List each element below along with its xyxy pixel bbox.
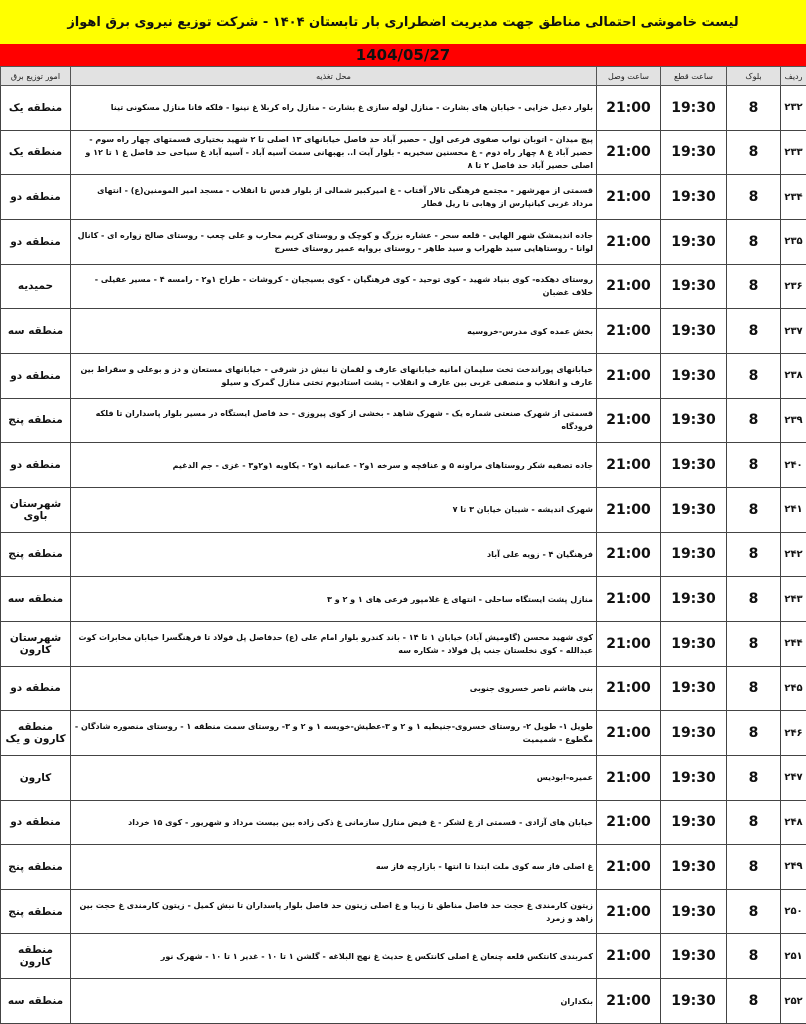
column-header-connect-time: ساعت وصل xyxy=(597,67,661,86)
block-cell: 8 xyxy=(727,219,781,264)
cut-time-cell: 19:30 xyxy=(661,889,727,934)
office-cell: منطقه سه xyxy=(1,979,71,1024)
cut-time-cell: 19:30 xyxy=(661,755,727,800)
row-number-cell: ۲۴۱ xyxy=(781,487,806,532)
table-row xyxy=(1,711,806,756)
connect-time-cell: 21:00 xyxy=(597,487,661,532)
location-cell: پیچ میدان - اتوبان نواب صفوی فرعی اول - حصیر آباد حد فاصل خیابانهای ۱۳ اصلی تا ۲ شهید بختیاری قسمتهای چهار راه سوم - حصیر آباد غ ۸ چهار راه دوم - غ محسنین سخیریه - بلوار آیت ا.. بهبهانی سمت آسیه آباد - آسیه آباد غ سیاحی حد فاصل غ ۱ تا ۱۲ و اصلی حصیر آباد حد فاصل ۲ تا ۸ xyxy=(71,130,597,175)
column-header-office: امور توزیع برق xyxy=(1,67,71,86)
connect-time-cell: 21:00 xyxy=(597,577,661,622)
row-number-cell: ۲۳۸ xyxy=(781,353,806,398)
block-cell: 8 xyxy=(727,889,781,934)
row-number-cell: ۲۴۰ xyxy=(781,443,806,488)
block-cell: 8 xyxy=(727,532,781,577)
office-cell: شهرستان باوی xyxy=(1,487,71,532)
cut-time-cell: 19:30 xyxy=(661,845,727,890)
connect-time-cell: 21:00 xyxy=(597,532,661,577)
row-number-cell: ۲۴۵ xyxy=(781,666,806,711)
table-row xyxy=(1,621,806,666)
office-cell: منطقه یک xyxy=(1,130,71,175)
office-cell: منطقه دو xyxy=(1,800,71,845)
connect-time-cell: 21:00 xyxy=(597,175,661,220)
connect-time-cell: 21:00 xyxy=(597,979,661,1024)
connect-time-cell: 21:00 xyxy=(597,398,661,443)
cut-time-cell: 19:30 xyxy=(661,398,727,443)
table-row xyxy=(1,934,806,979)
date-banner xyxy=(0,44,806,66)
table-row xyxy=(1,532,806,577)
block-cell: 8 xyxy=(727,755,781,800)
connect-time-cell: 21:00 xyxy=(597,755,661,800)
location-cell: خیابانهای پوراندخت تخت سلیمان امانیه خیابانهای عارف و لقمان تا نبش دز شرقی - خیابانهای مستعان و دز و بوعلی و سقراط بین عارف و انقلاب و منصفی غربی بین عارف و انقلاب - پشت استادیوم تختی منازل گمرک و سیلو xyxy=(71,353,597,398)
cut-time-cell: 19:30 xyxy=(661,532,727,577)
connect-time-cell: 21:00 xyxy=(597,219,661,264)
office-cell: منطقه دو xyxy=(1,219,71,264)
office-cell: منطقه پنج xyxy=(1,889,71,934)
block-cell: 8 xyxy=(727,175,781,220)
location-cell: زیتون کارمندی غ حجت حد فاصل مناطق تا زیبا و غ اصلی زیتون حد فاصل بلوار پاسداران تا نبش کمیل - زیتون کارمندی غ حجت بین زاهد و زمرد xyxy=(71,889,597,934)
page-title: لیست خاموشی احتمالی مناطق جهت مدیریت اضطراری بار تابستان ۱۴۰۴ - شرکت توزیع نیروی برق اهواز xyxy=(0,0,806,46)
table-row xyxy=(1,175,806,220)
connect-time-cell: 21:00 xyxy=(597,86,661,131)
block-cell: 8 xyxy=(727,353,781,398)
table-row xyxy=(1,353,806,398)
location-cell: فرهنگیان ۴ - زویه علی آباد xyxy=(71,532,597,577)
cut-time-cell: 19:30 xyxy=(661,711,727,756)
office-cell: منطقه پنج xyxy=(1,845,71,890)
row-number-cell: ۲۴۶ xyxy=(781,711,806,756)
row-number-cell: ۲۴۲ xyxy=(781,532,806,577)
row-number-cell: ۲۳۴ xyxy=(781,175,806,220)
office-cell: منطقه پنج xyxy=(1,398,71,443)
cut-time-cell: 19:30 xyxy=(661,577,727,622)
row-number-cell: ۲۳۵ xyxy=(781,219,806,264)
location-cell: بنی هاشم ناصر خسروی جنوبی xyxy=(71,666,597,711)
connect-time-cell: 21:00 xyxy=(597,666,661,711)
connect-time-cell: 21:00 xyxy=(597,934,661,979)
table-row xyxy=(1,577,806,622)
connect-time-cell: 21:00 xyxy=(597,130,661,175)
office-cell: منطقه یک xyxy=(1,86,71,131)
cut-time-cell: 19:30 xyxy=(661,934,727,979)
location-cell: شهرک اندیشه - شیبان خیابان ۳ تا ۷ xyxy=(71,487,597,532)
cut-time-cell: 19:30 xyxy=(661,353,727,398)
table-row xyxy=(1,487,806,532)
column-header-cut-time: ساعت قطع xyxy=(661,67,727,86)
location-cell: قسمتی از مهرشهر - مجتمع فرهنگی تالار آفتاب - غ امیرکبیر شمالی از بلوار قدس تا انقلاب - مسجد امیر المومنین(ع) - انتهای مرداد غربی کیانپارس از وهابی تا ریل قطار xyxy=(71,175,597,220)
cut-time-cell: 19:30 xyxy=(661,800,727,845)
location-cell: عمیره-ابوديس xyxy=(71,755,597,800)
office-cell: منطقه سه xyxy=(1,577,71,622)
block-cell: 8 xyxy=(727,621,781,666)
connect-time-cell: 21:00 xyxy=(597,264,661,309)
row-number-cell: ۲۵۱ xyxy=(781,934,806,979)
row-number-cell: ۲۴۹ xyxy=(781,845,806,890)
table-row xyxy=(1,443,806,488)
row-number-cell: ۲۵۰ xyxy=(781,889,806,934)
block-cell: 8 xyxy=(727,130,781,175)
office-cell: منطقه دو xyxy=(1,175,71,220)
block-cell: 8 xyxy=(727,934,781,979)
location-cell: جاده اندیمشک شهر الهایی - قلعه سحر - عشاره بزرگ و کوچک و روستای کریم محارب و علی چعب - روستای صالح زواره ای - کانال لوانا - روستاهایی سید ظهراب و سید طاهر - روستای بروایه عمیر روستای خسرج xyxy=(71,219,597,264)
table-row xyxy=(1,755,806,800)
row-number-cell: ۲۴۷ xyxy=(781,755,806,800)
connect-time-cell: 21:00 xyxy=(597,353,661,398)
row-number-cell: ۲۴۳ xyxy=(781,577,806,622)
block-cell: 8 xyxy=(727,711,781,756)
table-header-row xyxy=(1,67,806,86)
block-cell: 8 xyxy=(727,398,781,443)
block-cell: 8 xyxy=(727,309,781,354)
connect-time-cell: 21:00 xyxy=(597,443,661,488)
block-cell: 8 xyxy=(727,666,781,711)
connect-time-cell: 21:00 xyxy=(597,845,661,890)
block-cell: 8 xyxy=(727,264,781,309)
location-cell: روستای دهکده- کوی بنیاد شهید - کوی توحید - کوی فرهنگیان - کوی بسیجیان - کروشات - طراح ۱و۲ - رامسه ۴ - مسیر عقیلی - خلاف غضبان xyxy=(71,264,597,309)
cut-time-cell: 19:30 xyxy=(661,979,727,1024)
office-cell: منطقه سه xyxy=(1,309,71,354)
cut-time-cell: 19:30 xyxy=(661,175,727,220)
cut-time-cell: 19:30 xyxy=(661,666,727,711)
cut-time-cell: 19:30 xyxy=(661,621,727,666)
table-row xyxy=(1,130,806,175)
location-cell: بنکداران xyxy=(71,979,597,1024)
column-header-location: محل تغذیه xyxy=(71,67,597,86)
office-cell: منطقه کارون xyxy=(1,934,71,979)
row-number-cell: ۲۴۴ xyxy=(781,621,806,666)
block-cell: 8 xyxy=(727,487,781,532)
location-cell: طویل ۱- طویل ۲- روستای خسروی-جنیطیه ۱ و ۲ و ۳-عطیش-خویسه ۱ و ۲ و ۳- روستای سمت منطقه ۱ - روستای منصوره شادگان - مگطوع - شمیمیت xyxy=(71,711,597,756)
location-cell: کمربندی کانتکس قلعه چنعان غ اصلی کانتکس غ حدیث غ نهج البلاغه - گلشن ۱ تا ۱۰ - غدیر ۱ تا ۱۰ - شهرک نور xyxy=(71,934,597,979)
row-number-cell: ۲۳۳ xyxy=(781,130,806,175)
schedule-date: 1404/05/27 xyxy=(355,46,451,64)
connect-time-cell: 21:00 xyxy=(597,711,661,756)
row-number-cell: ۲۳۶ xyxy=(781,264,806,309)
column-header-block: بلوک xyxy=(727,67,781,86)
location-cell: بلوار دعبل خزایی - خیابان های بشارت - منازل لوله سازی غ بشارت - منازل راه کربلا غ نینوا - فلکه فانا منازل مسکونی تینا xyxy=(71,86,597,131)
connect-time-cell: 21:00 xyxy=(597,800,661,845)
location-cell: منازل پشت ایستگاه ساحلی - انتهای غ غلامپور فرعی های ۱ و ۲ و ۳ xyxy=(71,577,597,622)
table-row xyxy=(1,309,806,354)
table-row xyxy=(1,845,806,890)
table-row xyxy=(1,86,806,131)
cut-time-cell: 19:30 xyxy=(661,130,727,175)
location-cell: بخش عمده کوی مدرس-خروسیه xyxy=(71,309,597,354)
column-header-row-number: ردیف xyxy=(781,67,806,86)
office-cell: شهرستان کارون xyxy=(1,621,71,666)
row-number-cell: ۲۳۷ xyxy=(781,309,806,354)
block-cell: 8 xyxy=(727,845,781,890)
office-cell: منطقه کارون و یک xyxy=(1,711,71,756)
block-cell: 8 xyxy=(727,577,781,622)
location-cell: جاده تصفیه شکر روستاهای مراونه ۵ و عنافچه و سرخه ۱و۲ - عمانیه ۱و۲ - یکاویه ۱و۲و۳ - غزی - جم الدغیم xyxy=(71,443,597,488)
location-cell: قسمتی از شهرک صنعتی شماره یک - شهرک شاهد - بخشی از کوی پیروزی - حد فاصل ایستگاه در مسیر بلوار پاسداران تا فلکه فرودگاه xyxy=(71,398,597,443)
cut-time-cell: 19:30 xyxy=(661,309,727,354)
cut-time-cell: 19:30 xyxy=(661,443,727,488)
cut-time-cell: 19:30 xyxy=(661,86,727,131)
cut-time-cell: 19:30 xyxy=(661,219,727,264)
table-row xyxy=(1,398,806,443)
block-cell: 8 xyxy=(727,800,781,845)
table-row xyxy=(1,800,806,845)
table-row xyxy=(1,979,806,1024)
cut-time-cell: 19:30 xyxy=(661,487,727,532)
table-row xyxy=(1,219,806,264)
cut-time-cell: 19:30 xyxy=(661,264,727,309)
row-number-cell: ۲۳۹ xyxy=(781,398,806,443)
outage-table xyxy=(0,66,806,1024)
office-cell: منطقه دو xyxy=(1,666,71,711)
row-number-cell: ۲۳۲ xyxy=(781,86,806,131)
office-cell: منطقه دو xyxy=(1,443,71,488)
table-row xyxy=(1,666,806,711)
block-cell: 8 xyxy=(727,86,781,131)
block-cell: 8 xyxy=(727,979,781,1024)
row-number-cell: ۲۴۸ xyxy=(781,800,806,845)
location-cell: کوی شهید محسن (گاومیش آباد) خیابان ۱ تا ۱۴ - باند کندرو بلوار امام علی (ع) حدفاصل پل فولاد تا فرهنگسرا خیابان مخابرات کوت عبدالله - کوی نخلستان جنب پل فولاد - شکاره سه xyxy=(71,621,597,666)
table-row xyxy=(1,889,806,934)
block-cell: 8 xyxy=(727,443,781,488)
table-row xyxy=(1,264,806,309)
connect-time-cell: 21:00 xyxy=(597,309,661,354)
row-number-cell: ۲۵۲ xyxy=(781,979,806,1024)
location-cell: غ اصلی فاز سه کوی ملت ابتدا تا انتها - بازارچه فاز سه xyxy=(71,845,597,890)
office-cell: حمیدیه xyxy=(1,264,71,309)
connect-time-cell: 21:00 xyxy=(597,889,661,934)
office-cell: منطقه دو xyxy=(1,353,71,398)
location-cell: خیابان های آزادی - قسمتی از غ لشکر - غ فیض منازل سازمانی غ ذکی زاده بین بیست مرداد و شهریور - کوی ۱۵ خرداد xyxy=(71,800,597,845)
office-cell: کارون xyxy=(1,755,71,800)
connect-time-cell: 21:00 xyxy=(597,621,661,666)
office-cell: منطقه پنج xyxy=(1,532,71,577)
